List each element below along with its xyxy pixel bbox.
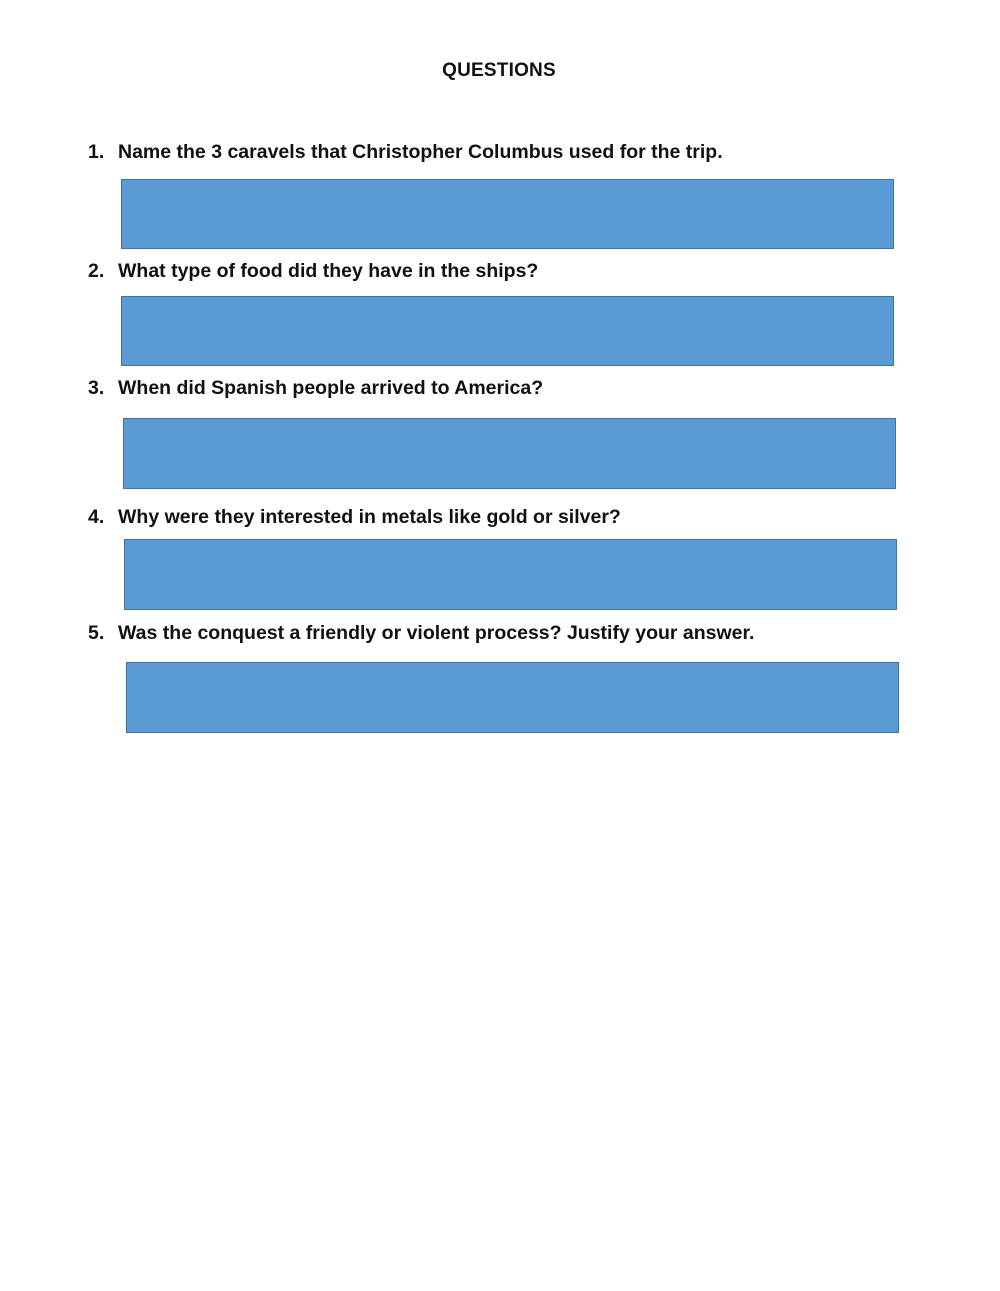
- question-number: 1.: [88, 141, 105, 163]
- question-number: 4.: [88, 506, 105, 528]
- question-2: [88, 260, 538, 283]
- answer-box-5[interactable]: [126, 662, 899, 733]
- answer-box-2[interactable]: [121, 296, 894, 366]
- answer-box-4[interactable]: [124, 539, 897, 610]
- question-3: [88, 377, 543, 400]
- question-text: When did Spanish people arrived to America?: [118, 377, 544, 399]
- question-4: [88, 506, 621, 529]
- question-1: [88, 141, 723, 164]
- question-text: Name the 3 caravels that Christopher Columbus used for the trip.: [118, 141, 723, 163]
- question-5: [88, 622, 754, 645]
- question-text: Why were they interested in metals like gold or silver?: [118, 506, 621, 528]
- page-title: QUESTIONS: [442, 60, 556, 81]
- question-text: What type of food did they have in the ships?: [118, 260, 539, 282]
- question-text: Was the conquest a friendly or violent process? Justify your answer.: [118, 622, 755, 644]
- answer-box-1[interactable]: [121, 179, 894, 249]
- question-number: 5.: [88, 622, 105, 644]
- answer-box-3[interactable]: [123, 418, 896, 489]
- question-number: 3.: [88, 377, 105, 399]
- question-number: 2.: [88, 260, 105, 282]
